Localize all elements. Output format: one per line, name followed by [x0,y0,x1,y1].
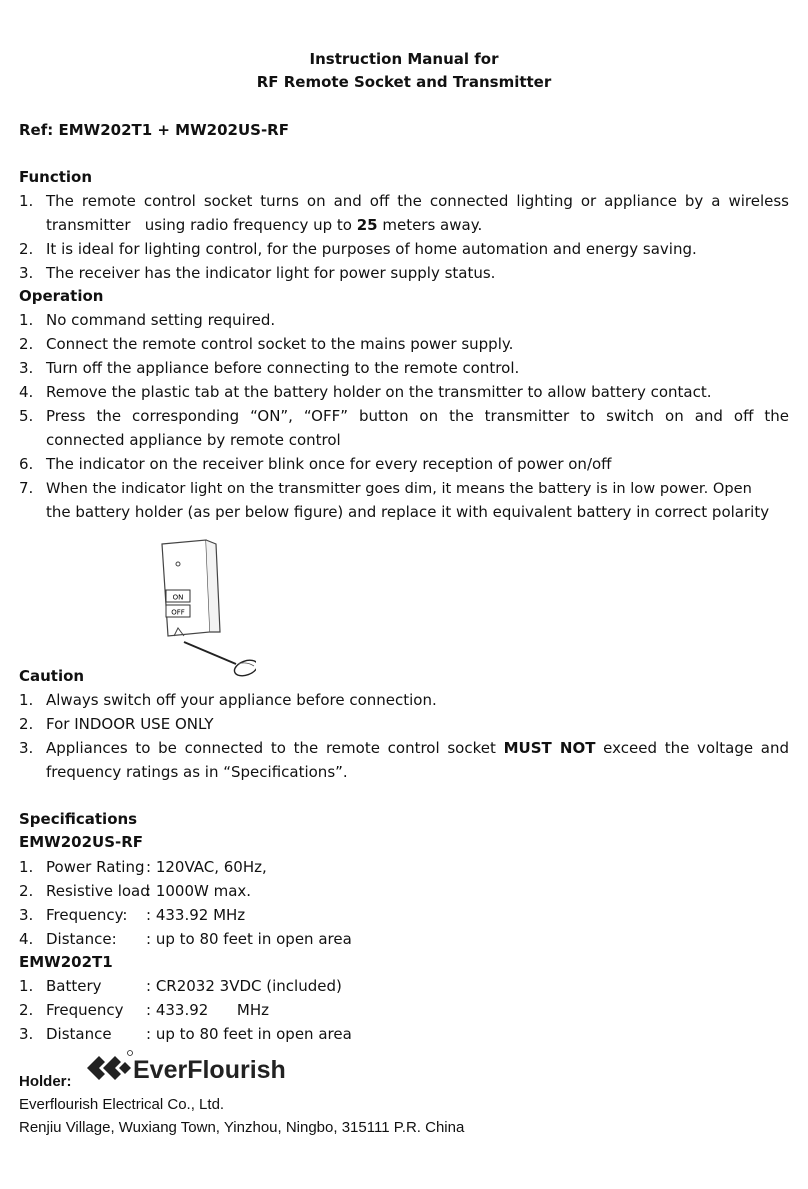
receiver-spec-3: 3. Frequency: : 433.92 MHz [19,906,246,924]
caution-item-2: 2. For INDOOR USE ONLY [19,715,214,733]
operation-item-7-cont: the battery holder (as per below figure) and replace it with equivalent battery in correct polarity [46,503,770,521]
receiver-spec-4: 4. Distance: : up to 80 feet in open area [19,930,352,948]
holder-label: Holder: [19,1073,72,1090]
function-item-2: 2. It is ideal for lighting control, for the purposes of home automation and energy saving. [19,240,697,258]
operation-item-5-cont: connected appliance by remote control [46,431,341,449]
figure-on-label: ON [172,593,184,602]
transmitter-spec-1: 1. Battery : CR2032 3VDC (included) [19,977,342,995]
function-item-1-cont: transmitter using radio frequency up to 25 meters away. [46,216,483,234]
caution-item-3: 3. Appliances to be connected to the remote control socket MUST NOT exceed the voltage and [19,739,790,757]
figure-off-label: OFF [171,608,185,617]
operation-item-1: 1. No command setting required. [19,311,276,329]
title-line-2: RF Remote Socket and Transmitter [256,73,552,91]
operation-item-5: 5. Press the corresponding “ON”, “OFF” button on the transmitter to switch on and off the [19,407,789,425]
holder-company: Everflourish Electrical Co., Ltd. [19,1096,225,1113]
caution-item-1: 1. Always switch off your appliance before connection. [19,691,437,709]
receiver-model: EMW202US-RF [19,833,144,851]
receiver-spec-2: 2. Resistive load: 1000W max. [19,882,252,900]
caution-item-3-cont: frequency ratings as in “Specifications”. [46,763,348,781]
everflourish-logo [85,1048,301,1088]
operation-item-3: 3. Turn off the appliance before connecting to the remote control. [19,359,520,377]
operation-item-7: 7. When the indicator light on the transmitter goes dim, it means the battery is in low power. Open [19,479,752,497]
specifications-heading: Specifications [19,810,138,828]
logo-text: EverFlourish [133,1056,286,1084]
transmitter-model: EMW202T1 [19,953,113,971]
function-heading: Function [19,168,93,186]
operation-heading: Operation [19,287,104,305]
ref-line: Ref: EMW202T1 + MW202US-RF [19,121,289,139]
function-item-3: 3. The receiver has the indicator light for power supply status. [19,264,496,282]
title-line-1: Instruction Manual for [309,50,499,68]
transmitter-spec-2: 2. Frequency : 433.92 MHz [19,1001,270,1019]
receiver-spec-1: 1. Power Rating : 120VAC, 60Hz, [19,858,267,876]
caution-heading: Caution [19,667,85,685]
operation-item-6: 6. The indicator on the receiver blink once for every reception of power on/off [19,455,612,473]
function-item-1: 1. The remote control socket turns on and off the connected lighting or appliance by a wireless [19,192,789,210]
holder-address: Renjiu Village, Wuxiang Town, Yinzhou, Ningbo, 315111 P.R. China [19,1119,465,1136]
transmitter-figure [154,532,256,684]
operation-item-4: 4. Remove the plastic tab at the battery holder on the transmitter to allow battery contact. [19,383,712,401]
transmitter-spec-3: 3. Distance : up to 80 feet in open area [19,1025,352,1043]
operation-item-2: 2. Connect the remote control socket to the mains power supply. [19,335,514,353]
